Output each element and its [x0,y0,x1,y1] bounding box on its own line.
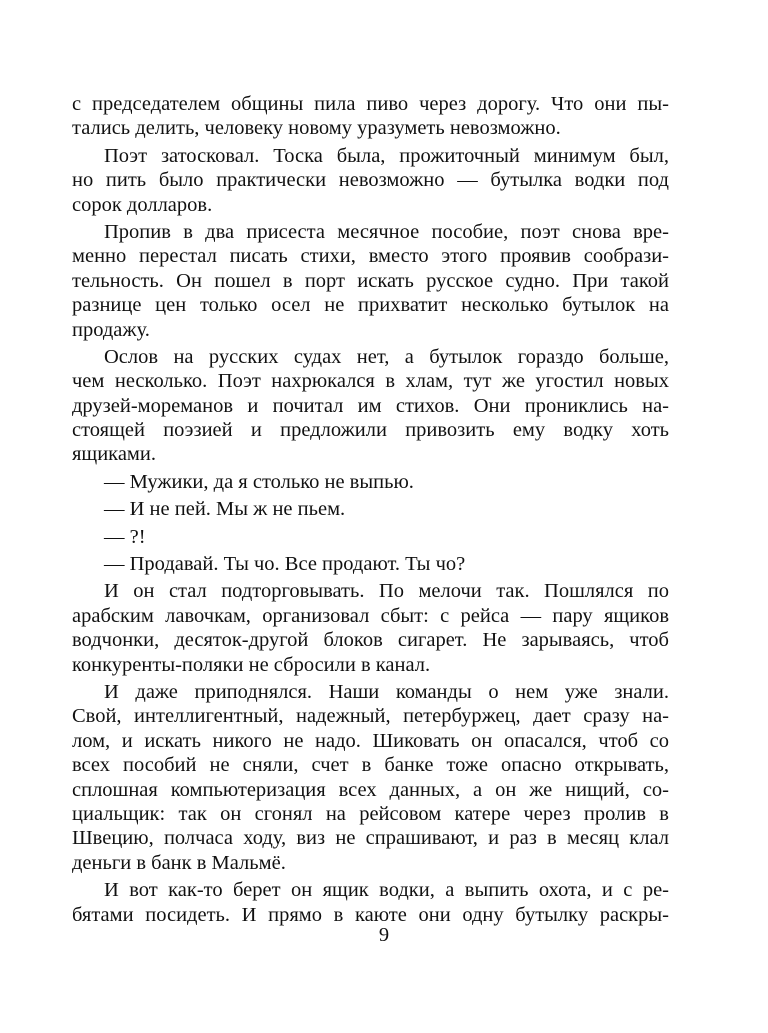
text-line: — Мужики, да я столько не выпью. [104,470,414,493]
text-line: — И не пей. Мы ж не пьем. [104,498,346,521]
paragraph [72,144,669,217]
paragraph [72,92,669,141]
text-line: — Продавай. Ты чо. Все продают. Ты чо? [104,553,466,576]
text-line: бятами посидеть. И прямо в каюте они одну бутылку раскры- [72,903,669,926]
text-line: разнице цен только осел не прихватит несколько бутылок на [72,294,669,317]
text-line: деньги в банк в Мальмё. [72,851,286,874]
text-line: Швецию, полчаса ходу, виз не спрашивают, и раз в месяц клал [72,827,669,850]
text-line: Свой, интеллигентный, надежный, петербуржец, дает сразу на- [72,705,669,728]
text-line: сплошная компьютеризация всех данных, а он же нищий, со- [72,778,669,801]
text-line: ящиками. [72,443,157,466]
page-number: 9 [378,924,390,946]
text-line: Ослов на русских судах нет, а бутылок гораздо больше, [104,345,669,368]
paragraph [72,497,669,521]
text-line: Поэт затосковал. Тоска была, прожиточный минимум был, [104,144,669,167]
text-line: менно перестал писать стихи, вместо этого проявив сообрази- [72,245,669,268]
paragraph [72,878,669,927]
text-line: друзей-мореманов и почитал им стихов. Они прониклись на- [72,394,669,417]
text-line: циальщик: так он сгонял на рейсовом катере через пролив в [72,802,669,825]
paragraph [72,579,669,677]
text-line: чем несколько. Поэт нахрюкался в хлам, тут же угостил новых [72,370,669,393]
text-line: но пить было практически невозможно — бутылка водки под [72,169,669,192]
text-line: лом, и искать никого не надо. Шиковать он опасался, чтоб со [72,729,669,752]
text-line: водчонки, десяток-другой блоков сигарет. Не зарываясь, чтоб [72,629,669,652]
text-line: тались делить, человеку новому уразуметь невозможно. [72,117,561,140]
paragraph [72,552,669,576]
paragraph [72,525,669,549]
paragraph [72,345,669,467]
text-line: И вот как-то берет он ящик водки, а выпить охота, и с ре- [104,879,669,902]
text-line: арабским лавочкам, организовал сбыт: с рейса — пару ящиков [72,604,669,627]
text-line: тельность. Он пошел в порт искать русское судно. При такой [72,269,669,292]
paragraph [72,220,669,342]
text-block [72,92,669,927]
paragraph [72,680,669,875]
text-line: И даже приподнялся. Наши команды о нем уже знали. [104,680,669,703]
text-line: с председателем общины пила пиво через дорогу. Что они пы- [72,93,669,115]
text-line: продажу. [72,318,150,341]
text-line: конкуренты-поляки не сбросили в канал. [72,653,431,676]
text-line: И он стал подторговывать. По мелочи так. Пошлялся по [104,580,669,603]
text-line: — ?! [104,525,146,548]
text-line: всех пособий не сняли, счет в банке тоже опасно открывать, [72,754,669,777]
text-line: Пропив в два присеста месячное пособие, поэт снова вре- [104,220,669,243]
text-line: стоящей поэзией и предложили привозить ему водку хоть [72,419,669,442]
text-line: сорок долларов. [72,193,213,216]
paragraph [72,470,669,494]
